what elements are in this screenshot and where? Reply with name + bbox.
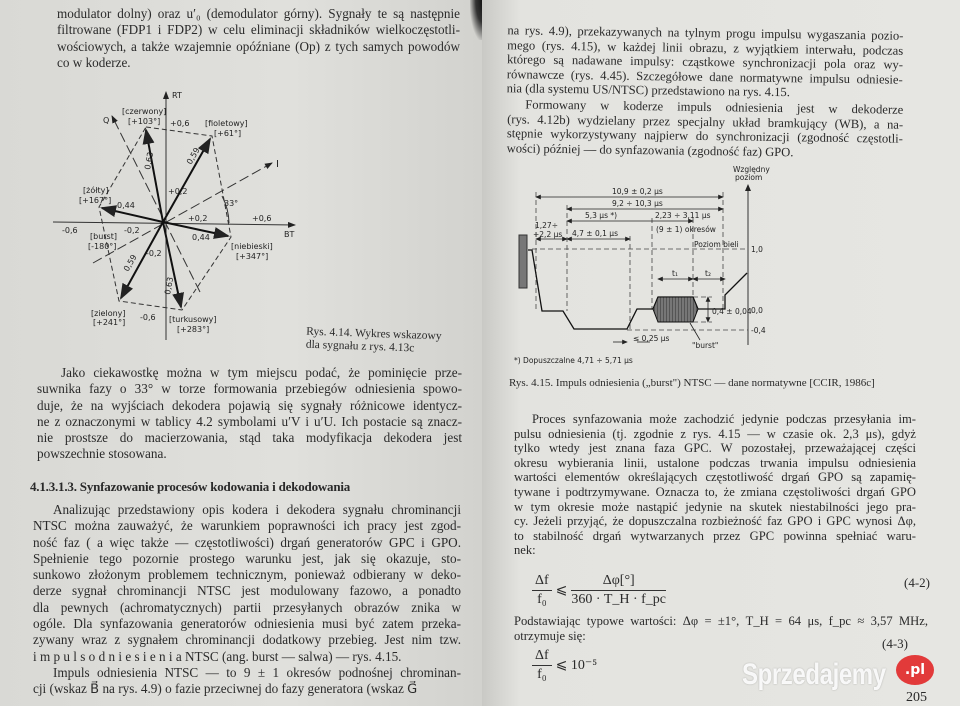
text-line: mego (rys. 4.15), w każdej linii obrazu, z wyjątkiem interwału, podczas [507,37,904,58]
fraction [532,648,552,683]
caption-line: dla sygnału z rys. 4.13c [305,338,415,355]
paragraph-formed [507,97,904,161]
level-label: 0,0 [751,306,763,315]
dim-label: 10,9 ± 0,2 μs [612,187,663,196]
magnitude: 0,44 [117,201,135,210]
vector-name: [burst] [90,232,117,241]
text-line: na rys. 4.9), przekazywanych na tylnym progu impulsu wygaszania pozio- [507,23,904,43]
dim-label: (9 ± 1) okresów [656,225,716,234]
page-number: 205 [906,690,927,705]
text-line: Jako ciekawostkę można w tym miejscu podać, że pominięcie prze- [61,365,462,380]
paragraph-analysis [33,502,461,698]
vector-angle: [+167°] [79,196,112,205]
paragraph-top-left [57,6,460,71]
numerator: Δf [532,573,552,591]
vector-angle: [+61°] [214,129,242,138]
vector-zolty [102,208,163,222]
vector-name: [turkusowy] [169,315,217,324]
denominator: f₀ [537,667,547,682]
vector-czerwony [146,130,163,222]
footnote: *) Dopuszczalne 4,71 ÷ 5,71 μs [514,356,633,365]
relation: ⩽ 10⁻⁵ [555,658,598,673]
text-line: to stabilność drgań wytwarzanych przez GPC powinna spełniać waru- [514,528,916,543]
dim-label: 2,23 ÷ 3,11 μs [655,211,711,220]
text-line: tywane i podtrzymywane. Oznacza to, że zmiana częstoliwości drgań GPO [514,484,916,499]
phasor-diagram [0,80,320,340]
fraction [571,573,666,608]
waveform [528,250,747,329]
magnitude: 0,63 [163,276,176,296]
vector-angle: [+347°] [236,252,269,261]
text-line: Formowany w koderze impuls odniesienia jest w dekoderze [525,97,904,117]
section-heading: 4.1.3.1.3. Synfazowanie procesów kodowania i dekodowania [30,479,351,494]
text-line: modulator dolny) oraz u′₀ (demodulator górny). Sygnały te są następnie [57,6,460,21]
i-label: I [276,159,279,170]
watermark-badge: .pl [896,655,934,685]
vector-angle: [+283°] [177,325,210,334]
text-line: NTSC można zauważyć, że warunkiem poprawności ich pracy jest zgod- [33,518,461,534]
figure-414-caption [306,326,442,357]
tick: -0,2 [124,226,140,235]
vector-name: [żółty] [83,186,109,195]
text-line: dla pewnych (achromatycznych) partii przesyłanych obrazów znika w [33,599,461,615]
text-line: Analizując przedstawiony opis kodera i dekodera sygnału chrominancji [53,502,461,517]
tick: -0,6 [140,313,156,322]
text-line: w tym okresie może nastąpić jedynie na skutek niestabilności jego pra- [514,499,916,514]
text-line: Impuls odniesienia NTSC — to 9 ± 1 okresów podnośnej chrominan- [53,664,461,680]
text-line: zywany wraz z sygnałem chrominancji dodatkowy przebieg. Jest nim tzw. [33,632,461,648]
axis-label: poziom [735,173,763,182]
text-line: co w koderze. [57,54,131,70]
level-label: 1,0 [751,245,763,254]
dim-label: 5,3 μs *) [585,211,618,220]
dim-label: 0,4 ± 0,04 [712,307,752,316]
text-line: nia (dla systemu US/NTSC) przedstawiono na rys. 4.15. [506,81,791,100]
vector-fioletowy [163,139,210,222]
text-line: ność faz ( a więc także — częstotliwości) drgań generatorów GPC i GPO. [33,534,461,550]
text-line: cy. Jeżeli przyjąć, że dopuszczalna rozbieżność faz GPO i GPC wynosi Δφ, [514,514,916,529]
tick: +0,6 [252,214,272,223]
dim-label: "burst" [692,341,719,350]
paragraph-process [514,412,916,558]
tick: +0,2 [168,187,188,196]
text-line: okresu wybierania linii, ustalone podczas trwania impulsu odniesienia [514,455,916,470]
angle-label: 33° [224,199,239,208]
text-line: wości) później — do synfazowania (zgodność faz) GPO. [506,141,794,160]
text-line: Podstawiając typowe wartości: Δφ = ±1°, T_H = 64 μs, f_pc ≈ 3,57 MHz, [514,614,928,628]
caption-line: Rys. 4.14. Wykres wskazowy [306,325,442,343]
numerator: Δφ[°] [571,573,666,591]
bt-label: BT [284,230,295,239]
text-line: duje, że na wyjściach dekodera pojawią się sygnały różnicowe identycz- [37,397,462,413]
dim-label: ≤ 0,25 μs [633,334,670,343]
vector-name: [niebieski] [231,242,273,251]
text-line: ne z oznaczonymi w tablicy 4.2 symbolami u′V i u′U. Ich postacie są znacz- [37,413,462,429]
burst-timing-diagram [482,160,782,370]
text-line: derze sygnał chrominancji NTSC jest modulowany fazowo, a ponadto [33,583,461,599]
equation-number: (4-3) [882,636,908,651]
paragraph-curiosity [37,365,462,463]
numerator: Δf [532,648,552,666]
vector-name: [zielony] [91,309,126,318]
tick: -0,2 [146,249,162,258]
paragraph-substitution [514,614,928,643]
blanking-block [519,235,527,288]
vector-angle: [+103°] [128,117,161,126]
magnitude: 0,63 [143,151,156,171]
fraction [532,573,552,608]
text-line: ogóle. Dla synfazowania generatorów odniesienia musi być zatem przeka- [33,616,461,632]
vector-angle: [+241°] [93,318,126,327]
dim-label: 9,2 ÷ 10,3 μs [612,199,663,208]
text-line: nie prostsze do macierzowania, stąd taka modyfikacja dekodera jest [37,430,462,446]
watermark-logo: Sprzedajemy [742,658,886,691]
vector-angle: [-180°] [88,242,117,251]
text-line: (rys. 4.12b) wydzielany przez specjalny układ bramkujący (WB), a na- [507,111,904,132]
dim-label: 1,27÷ [535,221,558,230]
text-line: tylko wtedy jest znana faza GPC. W pozostałej, przeważającej części [514,441,916,456]
dim-label: t₁ [672,269,678,278]
equation-4-2 [532,573,666,608]
tick: -0,6 [62,226,78,235]
right-page [482,0,960,706]
text-line: Proces synfazowania może zachodzić jedynie podczas przesyłania im- [532,412,916,426]
denominator: 360 · T_H · f_pc [571,592,667,607]
text-line: i m p u l s o d n i e s i e n i a NTSC (ang. burst — salwa) — rys. 4.15. [33,648,402,664]
denominator: f₀ [537,592,547,607]
text-line: Spełnienie tego pozornie prostego warunku jest, jak się okazuje, sto- [33,550,461,566]
axis-label: Względny [733,165,770,174]
magnitude: 0,59 [121,253,139,273]
dim-label: Poziom bieli [694,240,739,249]
burst-envelope [653,297,698,322]
text-line: cji (wskaz B⃗ na rys. 4.9) o fazie przeciwnej do fazy generatora (wskaz G⃗ [33,681,418,697]
relation: ⩽ [555,583,568,598]
text-line: równawcze (rys. 4.45). Szczegółowe dane normatywne impulsu odniesie- [506,67,903,87]
magnitude: 0,44 [192,233,210,242]
vector-name: [czerwony] [122,107,167,116]
dim-label: ÷2,2 μs [533,230,563,239]
tick: +0,6 [170,119,190,128]
rt-label: RT [172,91,182,100]
text-line: powszechnie stosowana. [37,446,167,462]
dim-label: t₂ [705,269,711,278]
equation-number: (4-2) [904,575,930,590]
book-gutter-shadow [470,0,482,40]
text-line: suwnika fazy o 33° w torze formowania przebiegów odniesienia spowo- [37,381,462,397]
q-label: Q [103,116,110,125]
text-line: filtrowane (FDP1 i FDP2) w celu eliminacji składników wielkoczęstotli- [57,22,460,38]
text-line: nek: [514,543,536,558]
paragraph-top-right [507,23,904,101]
text-line: sunkowo złożonym problemem technicznym, ponieważ odbierany w deko- [33,567,461,583]
tick: +0,2 [188,214,208,223]
text-line: otrzymuje się: [514,628,586,643]
text-line: wościowych, a także wzajemnie opóźniane (Op) z tych samych powodów [57,38,460,54]
figure-415-caption: Rys. 4.15. Impuls odniesienia („burst") NTSC — dane normatywne [CCIR, 1986c] [509,377,875,389]
equation-4-3 [532,648,597,683]
magnitude: 0,59 [184,146,202,166]
text-line: którego są nadawane impulsy: cząstkowe synchronizacji pola oraz wy- [506,52,904,72]
text-line: stępnie wykorzystywany najpierw do synchronizacji (zgodność częstotli- [506,126,903,146]
dim-label: 4,7 ± 0,1 μs [572,229,618,238]
vector-name: [fioletowy] [205,119,248,128]
level-label: -0,4 [751,326,766,335]
text-line: wartości elementów określających częstotliwość drgań GPO są zapamię- [514,470,916,485]
text-line: pulsu odniesienia (tj. zgodnie z rys. 4.15 — w czasie ok. 2,3 μs), gdyż [514,426,916,441]
